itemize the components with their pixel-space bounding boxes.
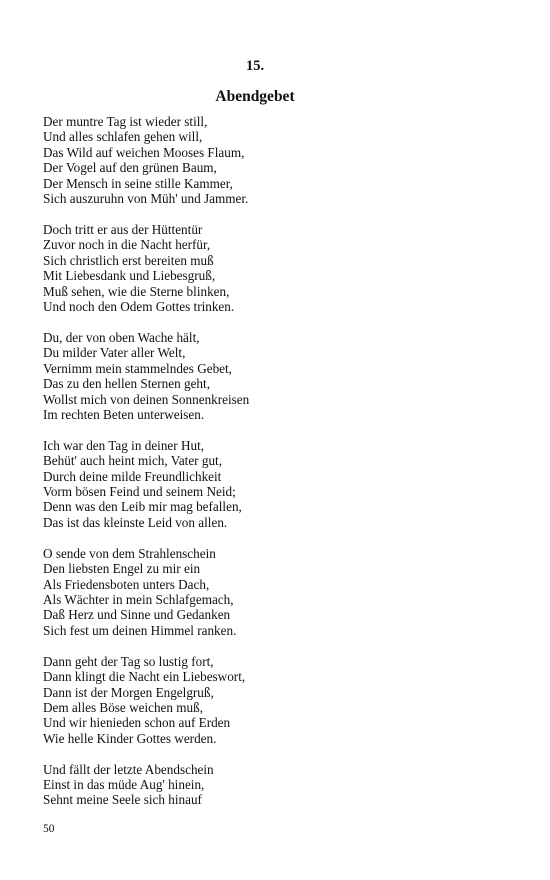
poem-line: Das ist das kleinste Leid von allen.	[43, 514, 228, 530]
poem-line: Vernimm mein stammelndes Gebet,	[43, 360, 232, 376]
poem-line: Wollst mich von deinen Sonnenkreisen	[43, 391, 250, 407]
poem-line: Im rechten Beten unterweisen.	[43, 406, 205, 422]
poem-line: Den liebsten Engel zu mir ein	[43, 561, 201, 577]
poem-line: Sich auszuruhn von Müh' und Jammer.	[43, 191, 249, 207]
poem-line: Und noch den Odem Gottes trinken.	[43, 298, 235, 314]
stanza	[43, 330, 483, 422]
stanza	[43, 114, 483, 206]
stanza	[43, 546, 483, 638]
poem-line: Denn was den Leib mir mag befallen,	[43, 499, 242, 515]
poem-line: Einst in das müde Aug' hinein,	[43, 777, 205, 793]
poem-line: Der muntre Tag ist wieder still,	[43, 114, 208, 129]
poem-body	[43, 114, 483, 823]
poem-line: Du, der von oben Wache hält,	[43, 329, 200, 345]
poem-line: Doch tritt er aus der Hüttentür	[43, 221, 203, 237]
poem-line: Dann klingt die Nacht ein Liebeswort,	[43, 669, 246, 685]
poem-line: Dann ist der Morgen Engelgruß,	[43, 684, 214, 700]
poem-title: Abendgebet	[215, 88, 295, 105]
stanza	[43, 438, 483, 530]
poem-line: Ich war den Tag in deiner Hut,	[43, 437, 205, 453]
poem-line: Das zu den hellen Sternen geht,	[43, 376, 210, 392]
poem-line: Behüt' auch heint mich, Vater gut,	[43, 453, 223, 469]
poem-line: Vorm bösen Feind und seinem Neid;	[43, 484, 236, 500]
poem-number: 15.	[245, 58, 265, 74]
poem-line: Du milder Vater aller Welt,	[43, 345, 186, 361]
stanza	[43, 222, 483, 314]
poem-line: Sich christlich erst bereiten muß	[43, 252, 214, 268]
poem-line: Das Wild auf weichen Mooses Flaum,	[43, 144, 245, 160]
poem-line: O sende von dem Strahlenschein	[43, 545, 216, 561]
poem-line: Der Mensch in seine stille Kammer,	[43, 175, 233, 191]
page-number: 50	[43, 823, 55, 835]
poem-line: Dem alles Böse weichen muß,	[43, 699, 204, 715]
poem-line: Daß Herz und Sinne und Gedanken	[43, 607, 231, 623]
poem-line: Und fällt der letzte Abendschein	[43, 761, 214, 777]
poem-line: Und wir hienieden schon auf Erden	[43, 715, 231, 731]
poem-line: Als Friedensboten unters Dach,	[43, 576, 210, 592]
poem-line: Muß sehen, wie die Sterne blinken,	[43, 283, 230, 299]
poem-line: Sich fest um deinen Himmel ranken.	[43, 622, 237, 638]
poem-line: Durch deine milde Freundlichkeit	[43, 468, 222, 484]
poem-line: Sehnt meine Seele sich hinauf	[43, 792, 202, 808]
poem-line: Als Wächter in mein Schlafgemach,	[43, 591, 234, 607]
poem-line: Zuvor noch in die Nacht herfür,	[43, 237, 211, 253]
poem-line: Und alles schlafen gehen will,	[43, 129, 203, 145]
stanza	[43, 654, 483, 746]
poem-line: Der Vogel auf den grünen Baum,	[43, 160, 217, 176]
poem-line: Mit Liebesdank und Liebesgruß,	[43, 268, 216, 284]
stanza	[43, 762, 483, 808]
poem-line: Dann geht der Tag so lustig fort,	[43, 653, 214, 669]
poem-line: Wie helle Kinder Gottes werden.	[43, 730, 217, 746]
